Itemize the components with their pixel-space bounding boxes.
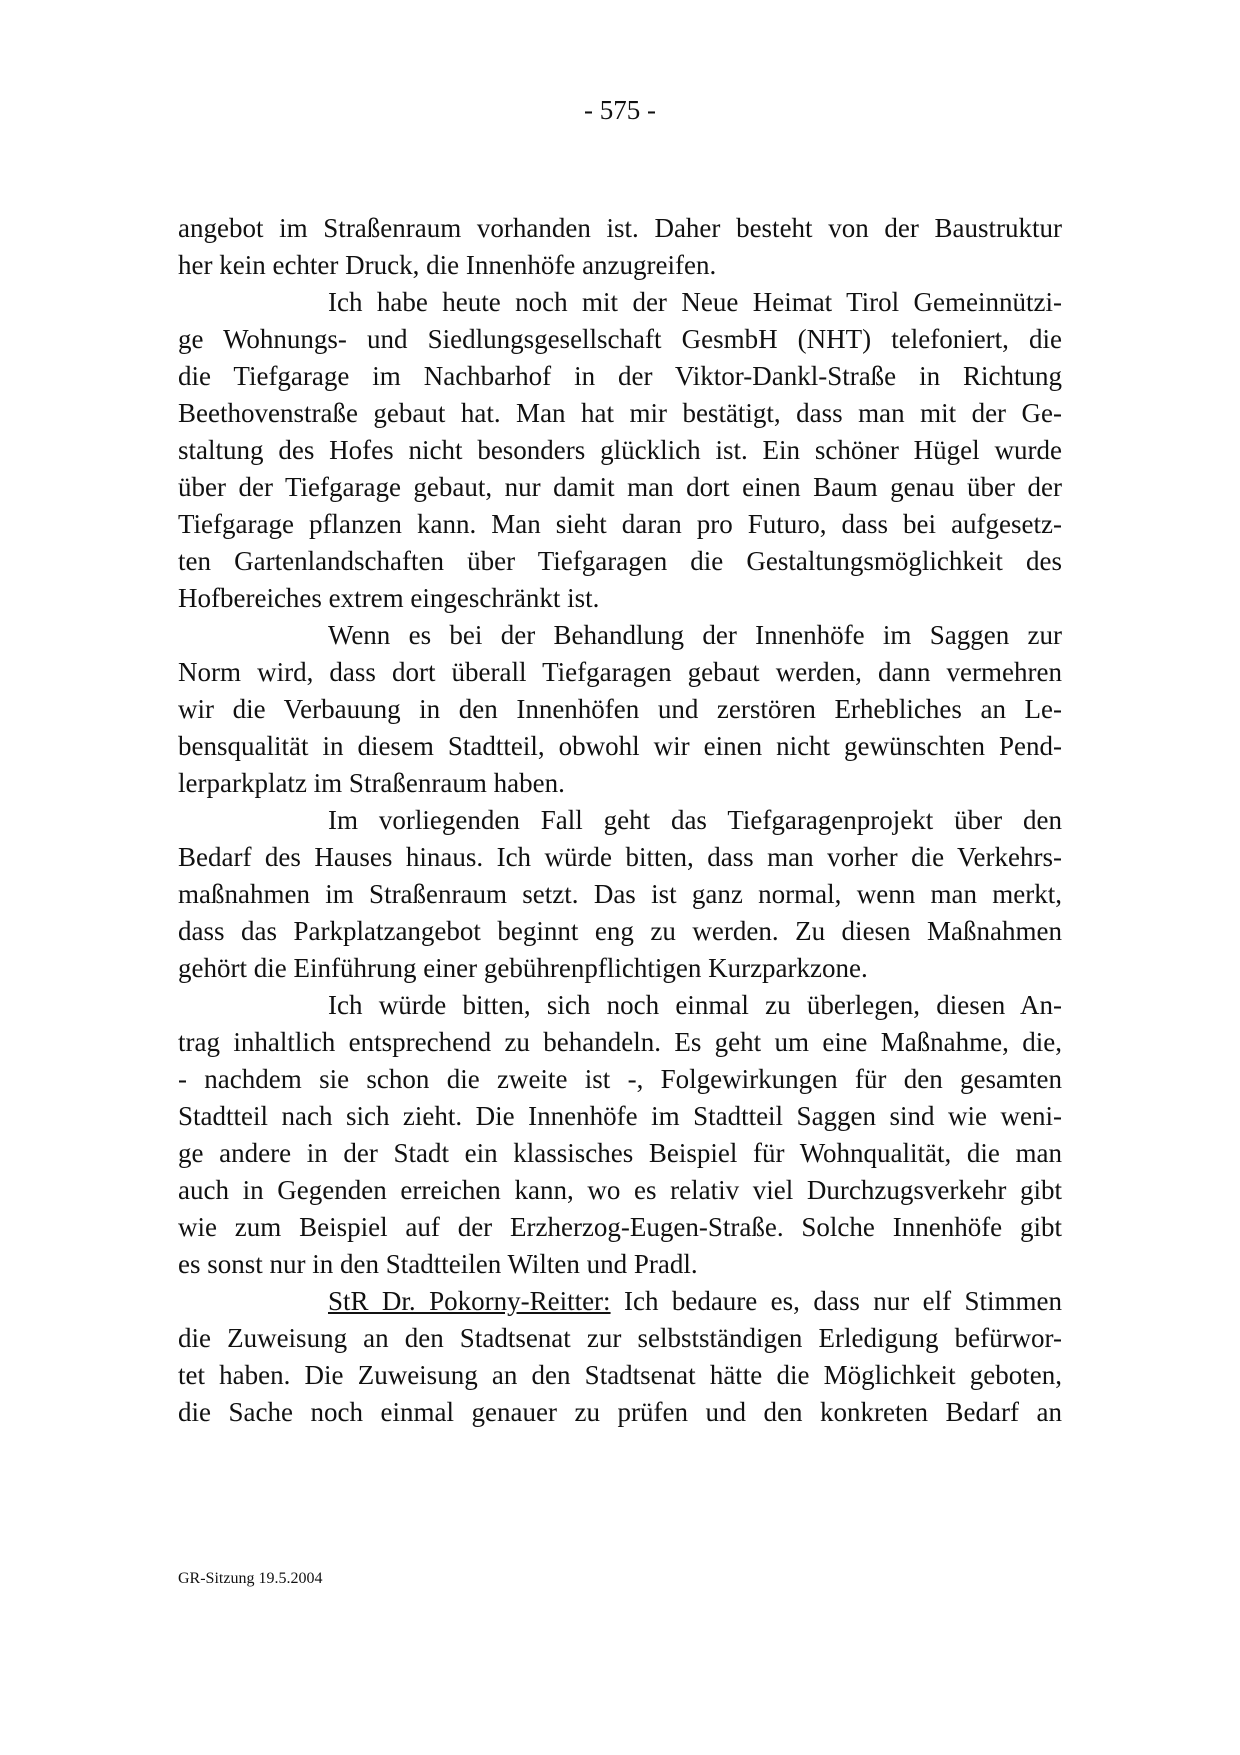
- text-line: angebot im Straßenraum vorhanden ist. Daher besteht von der Baustruktur: [178, 213, 1062, 243]
- text-line: wie zum Beispiel auf der Erzherzog-Eugen-Straße. Solche Innenhöfe gibt: [178, 1212, 1062, 1242]
- text-line: gehört die Einführung einer gebührenpflichtigen Kurzparkzone.: [178, 953, 868, 983]
- paragraph-2: [178, 284, 1062, 617]
- text-line: maßnahmen im Straßenraum setzt. Das ist ganz normal, wenn man merkt,: [178, 879, 1062, 909]
- text-line: Beethovenstraße gebaut hat. Man hat mir bestätigt, dass man mit der Ge-: [178, 398, 1062, 428]
- text-line: ge andere in der Stadt ein klassisches Beispiel für Wohnqualität, die man: [178, 1138, 1062, 1168]
- paragraph-3: [178, 617, 1062, 802]
- footer-session: GR-Sitzung 19.5.2004: [178, 1570, 323, 1587]
- text-line-indented: [178, 617, 1062, 654]
- text-line: tet haben. Die Zuweisung an den Stadtsenat hätte die Möglichkeit geboten,: [178, 1360, 1062, 1390]
- text-line: über der Tiefgarage gebaut, nur damit man dort einen Baum genau über der: [178, 472, 1062, 502]
- text-line: Ich habe heute noch mit der Neue Heimat Tirol Gemeinnützi-: [328, 287, 1062, 317]
- text-line: Ich bedaure es, dass nur elf Stimmen: [610, 1286, 1063, 1316]
- text-line-indented: [178, 987, 1062, 1024]
- text-line: dass das Parkplatzangebot beginnt eng zu werden. Zu diesen Maßnahmen: [178, 916, 1062, 946]
- text-line: die Sache noch einmal genauer zu prüfen und den konkreten Bedarf an: [178, 1397, 1062, 1427]
- text-line: Hofbereiches extrem eingeschränkt ist.: [178, 583, 600, 613]
- text-line-indented: [178, 1283, 1062, 1320]
- paragraph-6: [178, 1283, 1062, 1431]
- text-line-indented: [178, 802, 1062, 839]
- text-line: es sonst nur in den Stadtteilen Wilten und Pradl.: [178, 1249, 698, 1279]
- text-line: wir die Verbauung in den Innenhöfen und zerstören Erhebliches an Le-: [178, 694, 1062, 724]
- paragraph-4: [178, 802, 1062, 987]
- page-number: - 575 -: [584, 95, 656, 125]
- text-line: Wenn es bei der Behandlung der Innenhöfe im Saggen zur: [328, 620, 1062, 650]
- text-line: Norm wird, dass dort überall Tiefgaragen gebaut werden, dann vermehren: [178, 657, 1062, 687]
- text-line: ge Wohnungs- und Siedlungsgesellschaft GesmbH (NHT) telefoniert, die: [178, 324, 1062, 354]
- text-line: Ich würde bitten, sich noch einmal zu überlegen, diesen An-: [328, 990, 1062, 1020]
- text-line: Stadtteil nach sich zieht. Die Innenhöfe im Stadtteil Saggen sind wie weni-: [178, 1101, 1062, 1131]
- text-line: ten Gartenlandschaften über Tiefgaragen die Gestaltungsmöglichkeit des: [178, 546, 1062, 576]
- text-line: auch in Gegenden erreichen kann, wo es relativ viel Durchzugsverkehr gibt: [178, 1175, 1062, 1205]
- text-line: staltung des Hofes nicht besonders glücklich ist. Ein schöner Hügel wurde: [178, 435, 1062, 465]
- text-line: Im vorliegenden Fall geht das Tiefgaragenprojekt über den: [328, 805, 1062, 835]
- text-line: bensqualität in diesem Stadtteil, obwohl wir einen nicht gewünschten Pend-: [178, 731, 1062, 761]
- text-line: lerparkplatz im Straßenraum haben.: [178, 768, 565, 798]
- text-line: trag inhaltlich entsprechend zu behandeln. Es geht um eine Maßnahme, die,: [178, 1027, 1062, 1057]
- speaker-name: StR Dr. Pokorny-Reitter:: [328, 1286, 611, 1316]
- body-text: [178, 210, 1062, 1431]
- text-line: die Tiefgarage im Nachbarhof in der Viktor-Dankl-Straße in Richtung: [178, 361, 1062, 391]
- paragraph-1: [178, 210, 1062, 284]
- text-line-indented: [178, 284, 1062, 321]
- text-line: Bedarf des Hauses hinaus. Ich würde bitten, dass man vorher die Verkehrs-: [178, 842, 1062, 872]
- paragraph-5: [178, 987, 1062, 1283]
- text-line: - nachdem sie schon die zweite ist -, Folgewirkungen für den gesamten: [178, 1064, 1062, 1094]
- text-line: die Zuweisung an den Stadtsenat zur selbstständigen Erledigung befürwor-: [178, 1323, 1062, 1353]
- text-line: her kein echter Druck, die Innenhöfe anzugreifen.: [178, 250, 717, 280]
- text-line: Tiefgarage pflanzen kann. Man sieht daran pro Futuro, dass bei aufgesetz-: [178, 509, 1062, 539]
